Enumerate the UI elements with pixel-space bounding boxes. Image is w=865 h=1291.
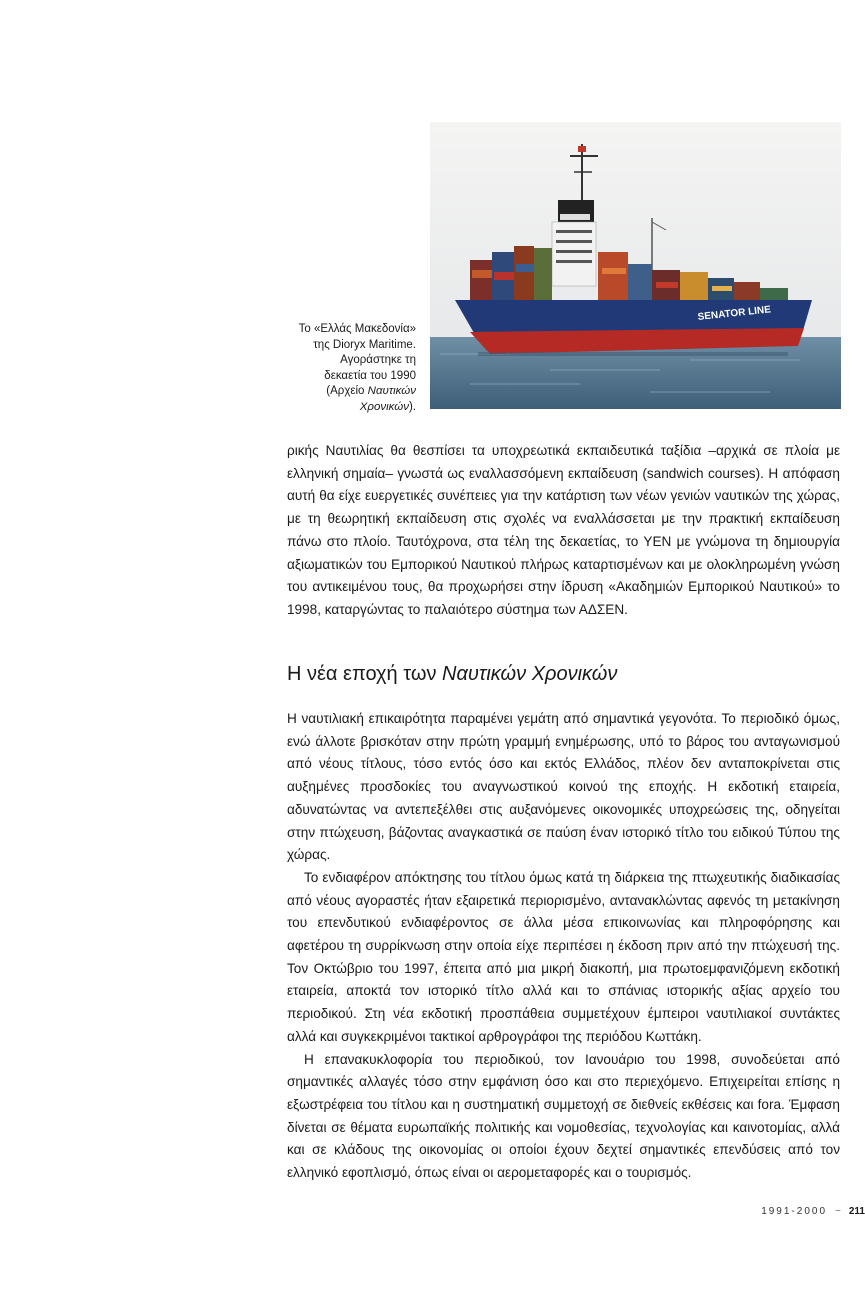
section-paragraph: Το ενδιαφέρον απόκτησης του τίτλου όμως κατά τη διάρκεια της πτωχευτικής διαδικασίας από νέους αγοραστές ήταν εξαιρετικά περιορισμένο, αντανακλώντας αφενός τη μετακίνηση του επενδυτικού ενδιαφέροντος σε άλλα μέσα επικοινωνίας και πληροφόρησης και αφετέρου τη συρρίκνωση στην οποία είχε περιπέσει η έκδοση πριν από την πτώχευσή της. Τον Οκτώβριο του 1997, έπειτα από μια μικρή διακοπή, μια πρωτοεμφανιζόμενη εκδοτική εταιρεία, αποκτά τον ιστορικό τίτλο αλλά και το σπάνιας ιστορικής αξίας αρχείο του περιοδικού. Στη νέα εκδοτική προσπάθεια συμμετέχουν έμπειροι ναυτιλιακοί συντάκτες αλλά και συγκεκριμένοι τακτικοί αρθρογράφοι της περιόδου Κωττάκη.: [287, 869, 840, 1044]
footer-dash: ~: [835, 1206, 841, 1217]
caption-line: δεκαετία του 1990: [324, 369, 416, 382]
caption-line: (Αρχείο Ναυτικών: [326, 385, 416, 397]
section-paragraph: Η επανακυκλοφορία του περιοδικού, τον Ιανουάριο του 1998, συνοδεύεται από σημαντικές αλλαγές τόσο στην εμφάνιση όσο και στο περιεχόμενο. Επιχειρείται επίσης η εξωστρέφεια του τίτλου και η συστηματική συμμετοχή σε διεθνείς εκθέσεις και fora. Έμφαση δίνεται σε θέματα ευρωπαϊκής πολιτικής και νομοθεσίας, τεχνολογίας και καινοτομίας, αλλά και σε κλάδους της οικονομίας οι οποίοι έχουν δεχτεί σημαντικές επενδύσεις από τον ελληνικό εφοπλισμό, όπως είναι οι αερομεταφορές και ο τουρισμός.: [287, 1051, 840, 1181]
ship-illustration: [430, 122, 841, 409]
hull-lettering: SENATOR LINE: [697, 304, 772, 323]
section-heading: Η νέα εποχή των Ναυτικών Χρονικών: [287, 663, 618, 685]
section-paragraph: Η ναυτιλιακή επικαιρότητα παραμένει γεμάτη από σημαντικά γεγονότα. Το περιοδικό όμως, ενώ άλλοτε βρισκόταν στην πρώτη γραμμή ενημέρωσης, υπό το βάρος του ανταγωνισμού από νέους τίτλους, τόσο εντός όσο και εκτός Ελλάδος, πλέον δεν ανταποκρίνεται στις αυξημένες προσδοκίες του αναγνωστικού κοινού της εποχής. Η εκδοτική εταιρεία, αδυνατώντας να αντεπεξέλθει στις αυξανόμενες οικονομικές υποχρεώσεις της, οδηγείται στην πτώχευση, βάζοντας αναγκαστικά σε παύση έναν ιστορικό τίτλο του ειδικού Τύπου της χώρας.: [287, 711, 840, 863]
page-number: 211: [848, 1206, 865, 1217]
page-footer: [761, 1206, 865, 1217]
caption-line: Το «Ελλάς Μακεδονία»: [298, 323, 416, 335]
caption-line: της Dioryx Maritime.: [313, 338, 416, 351]
section-body: [287, 708, 840, 1185]
body-paragraph: ρικής Ναυτιλίας θα θεσπίσει τα υποχρεωτικά εκπαιδευτικά ταξίδια –αρχικά σε πλοία με ελληνική σημαία– γνωστά ως εναλλασσόμενη εκπαίδευση (sandwich courses). Η απόφαση αυτή θα είχε ευεργετικές συνέπειες για την κατάρτιση των νέων γενιών ναυτικών της χώρας, με τη θεωρητική εκπαίδευση στις σχολές να εναλλάσσεται με την πρακτική εκπαίδευση πάνω στο πλοίο. Ταυτόχρονα, στα τέλη της δεκαετίας, το ΥΕΝ με γνώμονα τη δημιουργία αξιωματικών του Εμπορικού Ναυτικού πλήρως καταρτισμένων και με ολοκληρωμένη γνώση του αντικειμένου τους, θα προχωρήσει στην ίδρυση «Ακαδημιών Εμπορικού Ναυτικού» το 1998, καταργώντας το παλαιότερο σύστημα των ΑΔΣΕΝ.: [287, 443, 840, 617]
ship-photo: [430, 122, 841, 409]
caption-line: Χρονικών).: [359, 400, 416, 413]
caption-line: Αγοράστηκε τη: [340, 354, 416, 366]
footer-years: 1991-2000: [761, 1206, 828, 1217]
photo-caption: [250, 322, 416, 415]
